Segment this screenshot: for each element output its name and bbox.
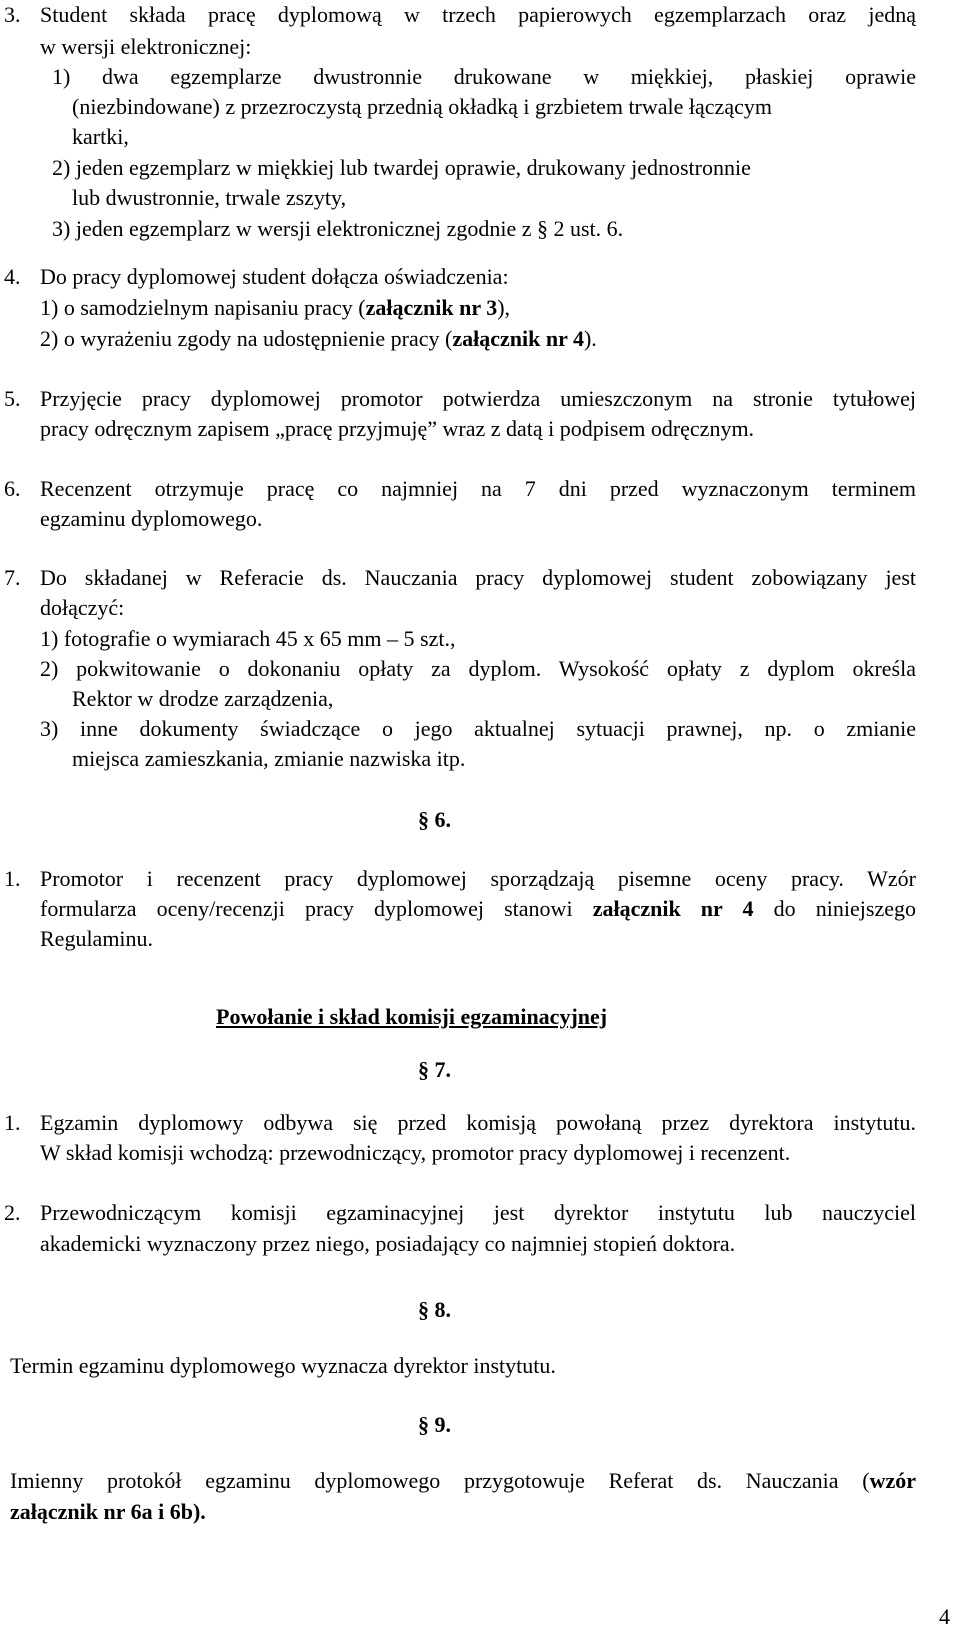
paragraph-text: formularza oceny/recenzji pracy dyplomowej stanowi załącznik nr 4 do niniejszego: [40, 896, 916, 921]
paragraph-number: 2.: [4, 1200, 21, 1225]
section-mark-6: § 6.: [418, 807, 451, 832]
paragraph-text: załącznik nr 6a i 6b).: [10, 1499, 206, 1524]
paragraph-text: Regulaminu.: [40, 926, 154, 951]
paragraph-text: dołączyć:: [40, 595, 125, 620]
section-mark-7: § 7.: [418, 1057, 451, 1082]
paragraph-text: w wersji elektronicznej:: [40, 34, 252, 59]
list-item: 1) dwa egzemplarze dwustronnie drukowane w miękkiej, płaskiej oprawie: [52, 64, 916, 89]
section-mark-9: § 9.: [418, 1412, 451, 1437]
page-number: 4: [939, 1604, 950, 1629]
paragraph-text: Promotor i recenzent pracy dyplomowej sporządzają pisemne oceny pracy. Wzór: [40, 866, 916, 891]
paragraph-number: 5.: [4, 386, 21, 411]
paragraph-text: Imienny protokół egzaminu dyplomowego przygotowuje Referat ds. Nauczania (wzór: [10, 1468, 916, 1493]
paragraph-text: akademicki wyznaczony przez niego, posiadający co najmniej stopień doktora.: [40, 1231, 736, 1256]
section-mark-8: § 8.: [418, 1297, 451, 1322]
paragraph-text: Przewodniczącym komisji egzaminacyjnej jest dyrektor instytutu lub nauczyciel: [40, 1200, 916, 1225]
paragraph-number: 1.: [4, 866, 21, 891]
paragraph-number: 1.: [4, 1110, 21, 1135]
paragraph-text: Do składanej w Referacie ds. Nauczania pracy dyplomowej student zobowiązany jest: [40, 565, 916, 590]
section-heading: Powołanie i skład komisji egzaminacyjnej: [216, 1004, 608, 1029]
section-8-text: Termin egzaminu dyplomowego wyznacza dyrektor instytutu.: [10, 1353, 556, 1378]
list-item: 3) inne dokumenty świadczące o jego aktualnej sytuacji prawnej, np. o zmianie: [40, 716, 916, 741]
paragraph-text: Przyjęcie pracy dyplomowej promotor potwierdza umieszczonym na stronie tytułowej: [40, 386, 916, 411]
paragraph-number: 6.: [4, 476, 21, 501]
paragraph-text: Recenzent otrzymuje pracę co najmniej na 7 dni przed wyznaczonym terminem: [40, 476, 916, 501]
list-item-continuation: kartki,: [72, 124, 129, 149]
list-item: 2) o wyrażeniu zgody na udostępnienie pracy (załącznik nr 4).: [40, 326, 597, 351]
paragraph-text: W skład komisji wchodzą: przewodniczący, promotor pracy dyplomowej i recenzent.: [40, 1140, 791, 1165]
paragraph-text: pracy odręcznym zapisem „pracę przyjmuję” wraz z datą i podpisem odręcznym.: [40, 416, 755, 441]
paragraph-number: 7.: [4, 565, 21, 590]
paragraph-text: Do pracy dyplomowej student dołącza oświadczenia:: [40, 264, 509, 289]
list-item: 1) o samodzielnym napisaniu pracy (załącznik nr 3),: [40, 295, 511, 320]
list-item: 2) pokwitowanie o dokonaniu opłaty za dyplom. Wysokość opłaty z dyplom określa: [40, 656, 916, 681]
list-item-continuation: Rektor w drodze zarządzenia,: [72, 686, 334, 711]
list-item-continuation: (niezbindowane) z przezroczystą przednią okładką i grzbietem trwale łączącym: [72, 94, 772, 119]
paragraph-text: Student składa pracę dyplomową w trzech papierowych egzemplarzach oraz jedną: [40, 2, 916, 27]
list-item-continuation: lub dwustronnie, trwale zszyty,: [72, 185, 347, 210]
paragraph-number: 4.: [4, 264, 21, 289]
list-item: 3) jeden egzemplarz w wersji elektronicznej zgodnie z § 2 ust. 6.: [52, 216, 624, 241]
paragraph-number: 3.: [4, 2, 21, 27]
list-item: 1) fotografie o wymiarach 45 x 65 mm – 5 szt.,: [40, 626, 456, 651]
list-item: 2) jeden egzemplarz w miękkiej lub twardej oprawie, drukowany jednostronnie: [52, 155, 751, 180]
list-item-continuation: miejsca zamieszkania, zmianie nazwiska itp.: [72, 746, 466, 771]
paragraph-text: Egzamin dyplomowy odbywa się przed komisją powołaną przez dyrektora instytutu.: [40, 1110, 916, 1135]
paragraph-text: egzaminu dyplomowego.: [40, 506, 263, 531]
